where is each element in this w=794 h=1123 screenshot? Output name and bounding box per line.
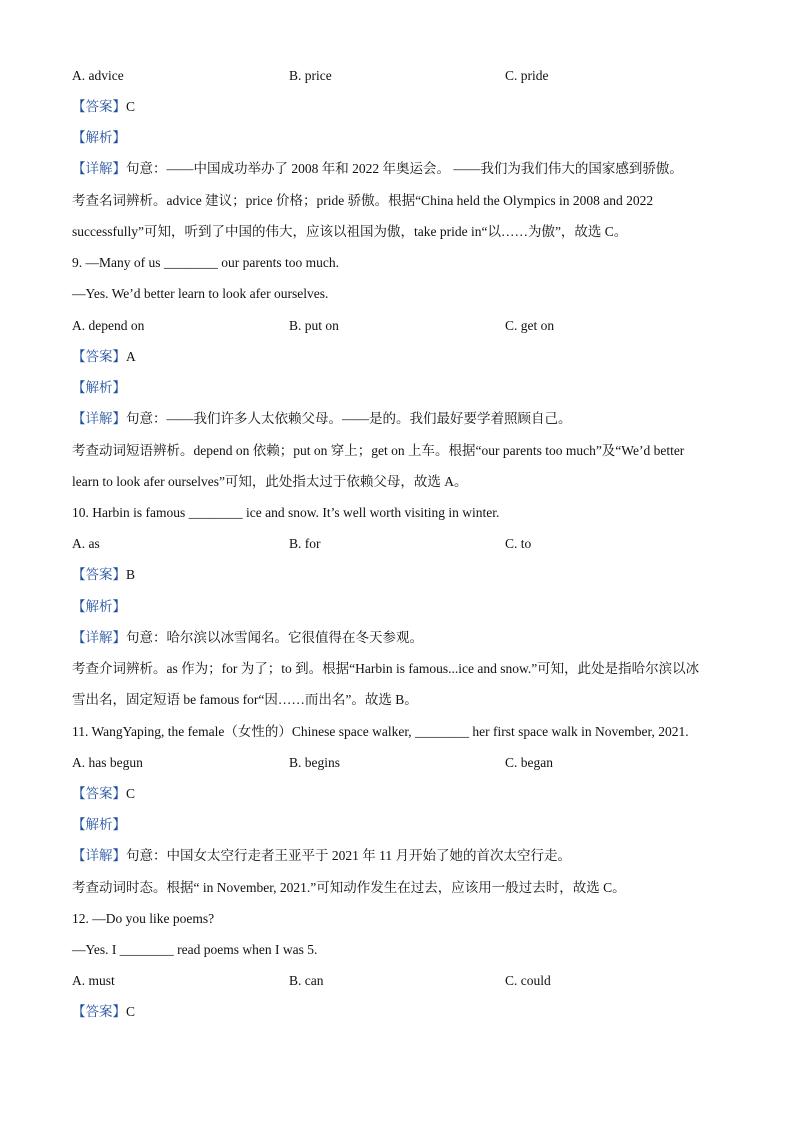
explanation-line: learn to look afer ourselves”可知，此处指太过于依赖父母，故选 A。 [72, 474, 468, 489]
option-a: A. advice [72, 68, 124, 83]
answer-label: 【答案】 [72, 349, 126, 364]
answer-value: A [126, 349, 136, 364]
explanation-line: 考查动词短语辨析。depend on 依赖；put on 穿上；get on 上车。根据“our parents too much”及“We’d better [72, 443, 685, 458]
analysis-label: 【解析】 [72, 817, 126, 832]
analysis-label: 【解析】 [72, 599, 126, 614]
detail-label: 【详解】 [72, 161, 126, 176]
detail-label: 【详解】 [72, 411, 126, 426]
explanation-line: 考查动词时态。根据“ in November, 2021.”可知动作发生在过去，应该用一般过去时，故选 C。 [72, 880, 626, 895]
answer-line [72, 566, 135, 584]
answer-value: C [126, 786, 136, 801]
answer-line [72, 1003, 135, 1021]
detail-text: 句意：——中国成功举办了 2008 年和 2022 年奥运会。 ——我们为我们伟大的国家感到骄傲。 [126, 161, 683, 176]
option-b: B. begins [289, 755, 341, 770]
option-a: A. as [72, 536, 100, 551]
answer-line [72, 98, 135, 116]
answer-label: 【答案】 [72, 786, 126, 801]
detail-label: 【详解】 [72, 630, 126, 645]
detail-line [72, 410, 572, 428]
detail-text: 句意：——我们许多人太依赖父母。——是的。我们最好要学着照顾自己。 [126, 411, 572, 426]
answer-label: 【答案】 [72, 99, 126, 114]
option-c: C. pride [505, 68, 549, 83]
answer-line [72, 785, 135, 803]
question-stem: 10. Harbin is famous ________ ice and snow. It’s well worth visiting in winter. [72, 505, 500, 520]
option-a: A. has begun [72, 755, 143, 770]
question-stem: —Yes. I ________ read poems when I was 5. [72, 942, 318, 957]
option-b: B. for [289, 536, 321, 551]
answer-value: B [126, 567, 136, 582]
answer-value: C [126, 99, 136, 114]
answer-label: 【答案】 [72, 1004, 126, 1019]
explanation-line: 考查名词辨析。advice 建议；price 价格；pride 骄傲。根据“China held the Olympics in 2008 and 2022 [72, 193, 654, 208]
explanation-line: 雪出名，固定短语 be famous for“因……而出名”。故选 B。 [72, 692, 418, 707]
detail-line [72, 847, 571, 865]
explanation-line: 考查介词辨析。as 作为；for 为了；to 到。根据“Harbin is famous...ice and snow.”可知，此处是指哈尔滨以冰 [72, 661, 700, 676]
option-a: A. depend on [72, 318, 145, 333]
option-c: C. get on [505, 318, 555, 333]
detail-label: 【详解】 [72, 848, 126, 863]
detail-line [72, 629, 423, 647]
analysis-label: 【解析】 [72, 130, 126, 145]
answer-value: C [126, 1004, 136, 1019]
option-b: B. put on [289, 318, 339, 333]
question-stem: 11. WangYaping, the female（女性的）Chinese space walker, ________ her first space walk in November, 2021. [72, 724, 689, 739]
option-b: B. can [289, 973, 324, 988]
detail-text: 句意：中国女太空行走者王亚平于 2021 年 11 月开始了她的首次太空行走。 [126, 848, 571, 863]
option-c: C. to [505, 536, 532, 551]
answer-line [72, 348, 136, 366]
option-b: B. price [289, 68, 332, 83]
question-stem: 9. —Many of us ________ our parents too much. [72, 255, 339, 270]
option-a: A. must [72, 973, 115, 988]
detail-line [72, 160, 683, 178]
option-c: C. could [505, 973, 551, 988]
question-stem: 12. —Do you like poems? [72, 911, 215, 926]
answer-label: 【答案】 [72, 567, 126, 582]
analysis-label: 【解析】 [72, 380, 126, 395]
question-stem: —Yes. We’d better learn to look afer ourselves. [72, 286, 329, 301]
explanation-line: successfully”可知，听到了中国的伟大，应该以祖国为傲，take pride in“以……为傲”，故选 C。 [72, 224, 628, 239]
option-c: C. began [505, 755, 553, 770]
detail-text: 句意：哈尔滨以冰雪闻名。它很值得在冬天参观。 [126, 630, 423, 645]
